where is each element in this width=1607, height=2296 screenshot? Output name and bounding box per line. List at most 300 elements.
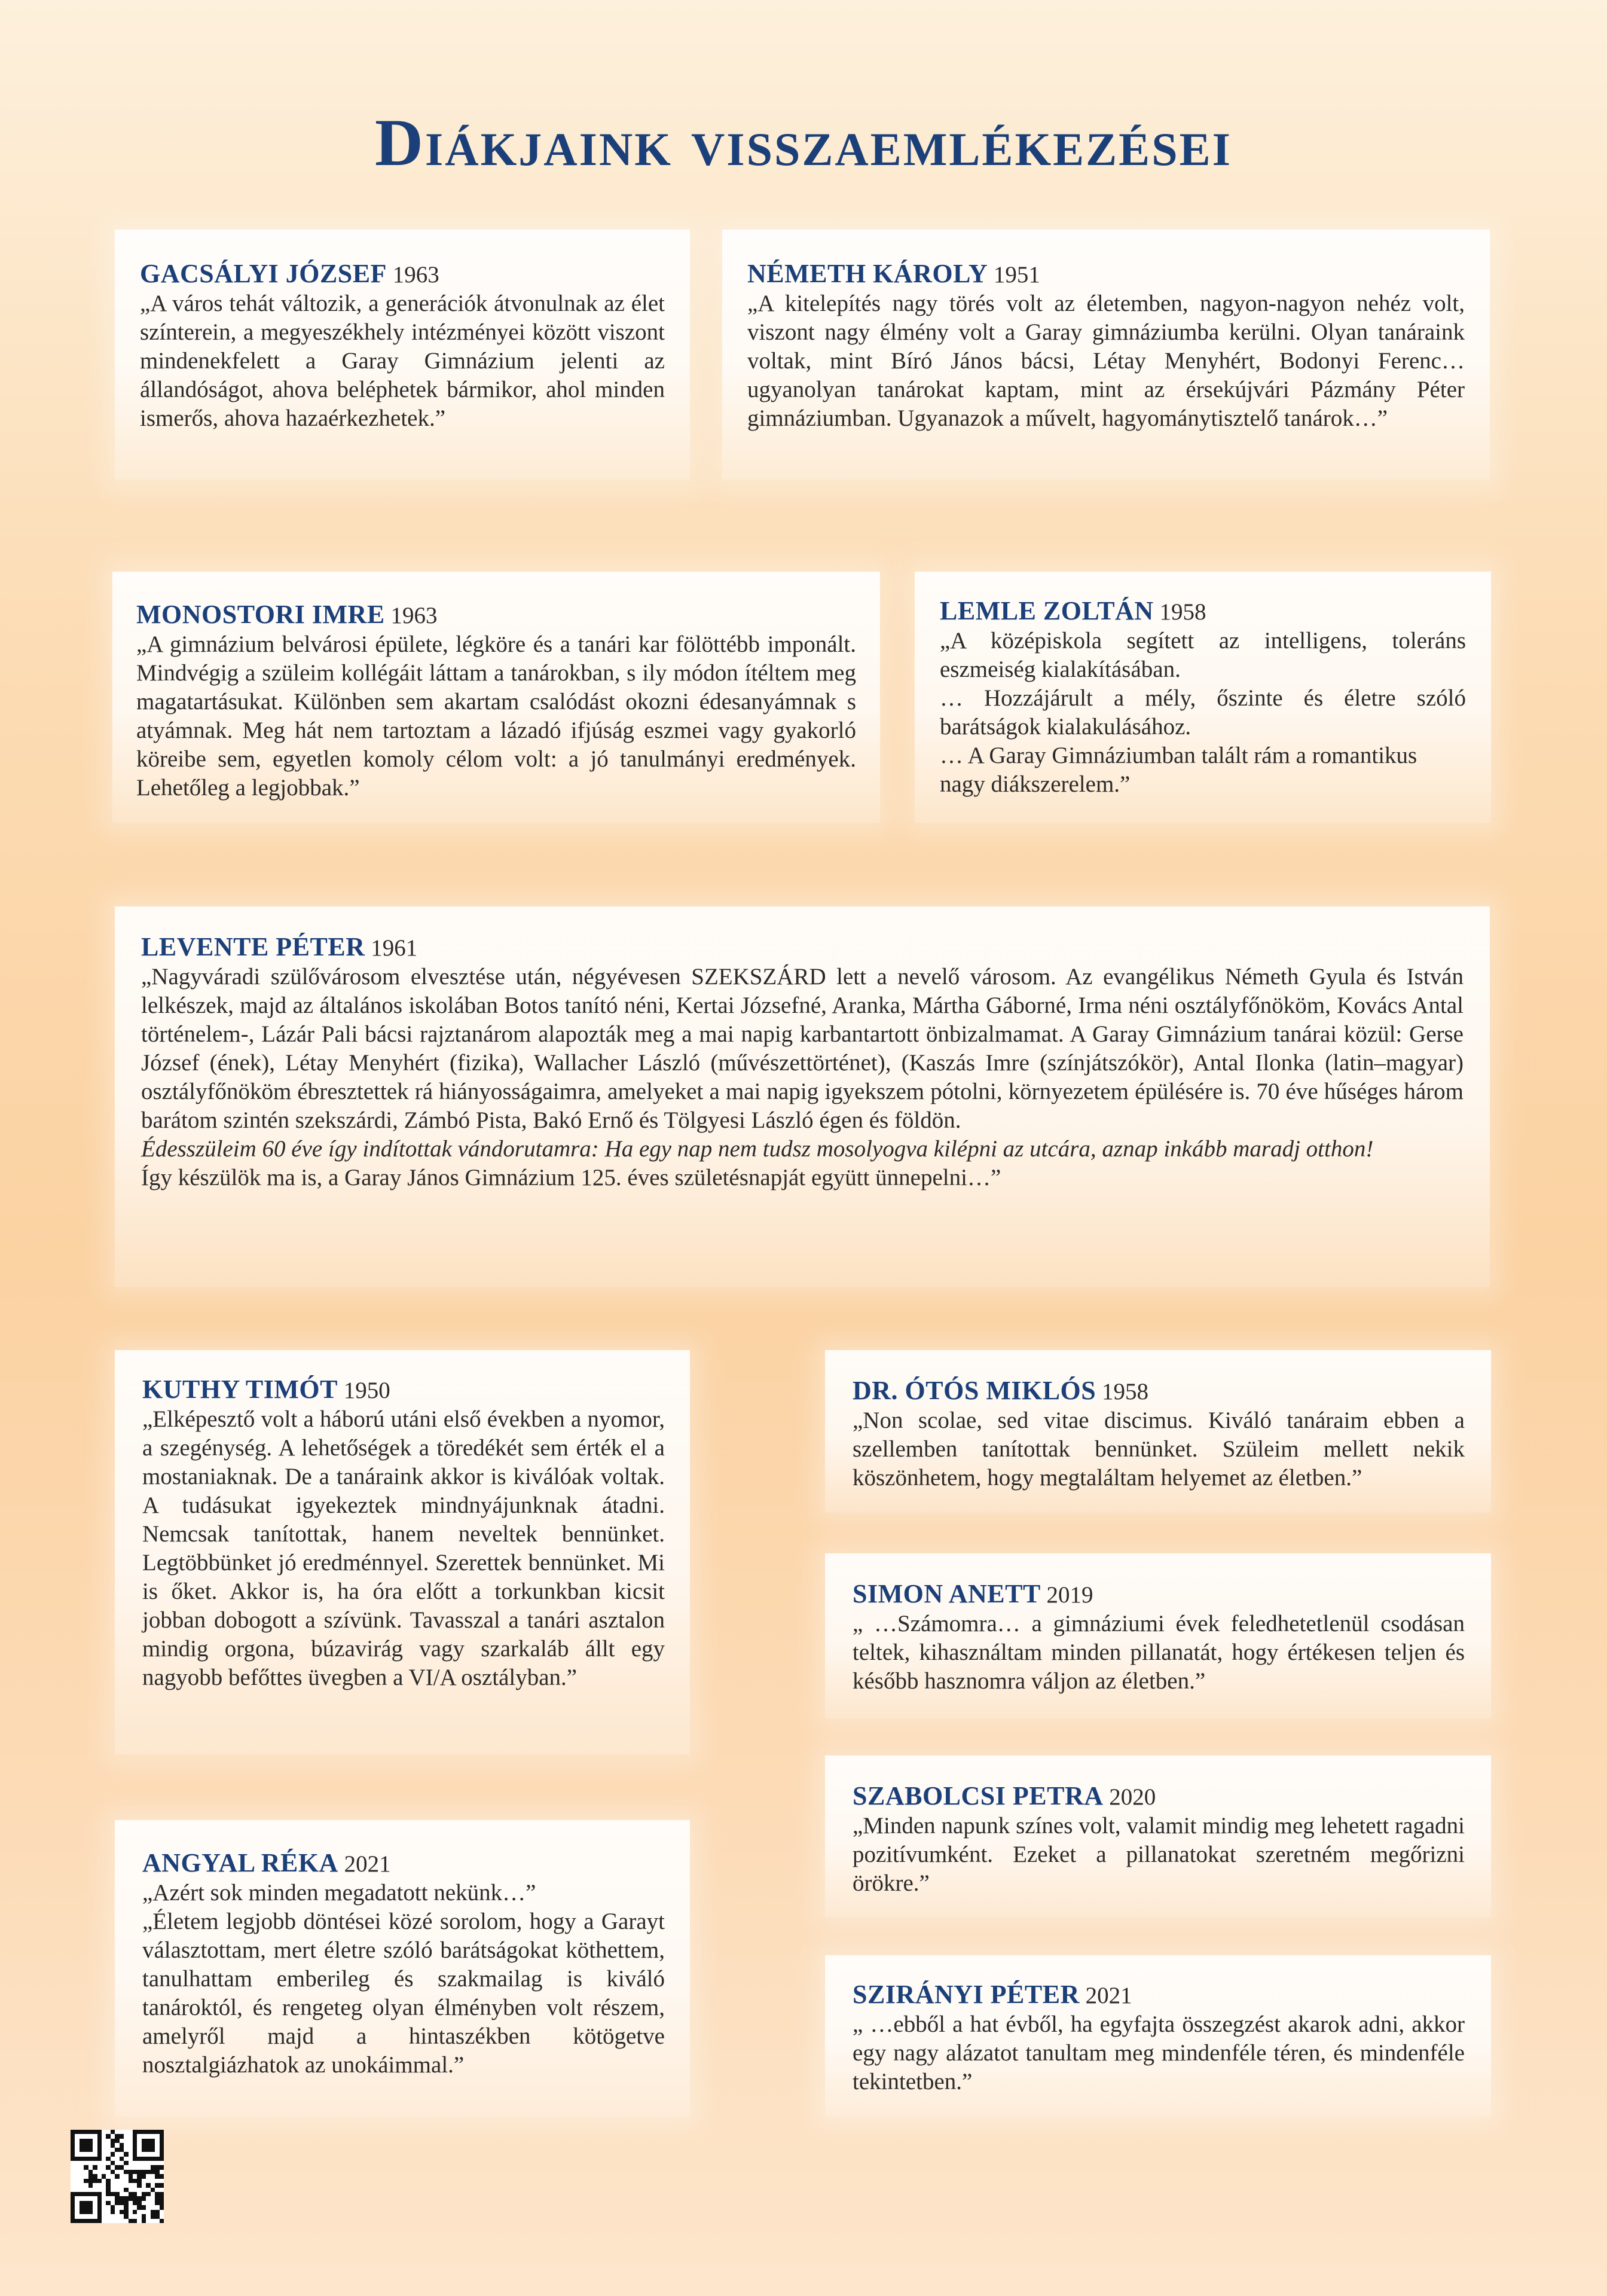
qr-module: [129, 2179, 133, 2183]
qr-module: [115, 2205, 119, 2209]
qr-module: [111, 2219, 115, 2223]
qr-module: [71, 2148, 75, 2152]
qr-module: [160, 2205, 164, 2209]
qr-module: [120, 2134, 124, 2138]
qr-module: [146, 2143, 150, 2147]
graduation-year: 1963: [387, 262, 439, 288]
qr-module: [93, 2134, 97, 2138]
student-name: SIMON ANETT: [853, 1579, 1041, 1608]
qr-module: [106, 2134, 110, 2138]
student-name: NÉMETH KÁROLY: [747, 259, 988, 288]
qr-module: [84, 2165, 88, 2169]
qr-module: [151, 2161, 155, 2165]
qr-module: [151, 2219, 155, 2223]
memory-card-gacsalyi: [115, 230, 690, 480]
qr-module: [124, 2183, 128, 2187]
memory-card-simon: [825, 1553, 1491, 1718]
qr-module: [146, 2130, 150, 2134]
qr-module: [155, 2188, 159, 2192]
qr-module: [133, 2170, 137, 2174]
qr-module: [97, 2192, 102, 2196]
qr-module: [84, 2179, 88, 2183]
qr-module: [133, 2152, 137, 2156]
qr-module: [102, 2148, 106, 2152]
qr-module: [84, 2148, 88, 2152]
qr-module: [133, 2130, 137, 2134]
qr-module: [106, 2214, 110, 2218]
qr-module: [84, 2196, 88, 2200]
qr-module: [137, 2148, 141, 2152]
qr-module: [106, 2196, 110, 2200]
quote-text: „A kitelepítés nagy törés volt az életemben, nagyon-nagyon nehéz volt, viszont nagy élmény volt a Garay gimnáziumba kerülni. Olyan tanáraink voltak, mint Bíró János bácsi, Létay Menyhért, Bodonyi Ferenc… ugyanolyan tanárokat kaptam, mint az érsekújvári Pázmány Péter gimnáziumban. Ugyanazok a művelt, hagyománytisztelő tanárok…”: [747, 291, 1465, 431]
qr-module: [93, 2157, 97, 2161]
qr-module: [151, 2183, 155, 2187]
qr-module: [142, 2130, 146, 2134]
qr-module: [151, 2205, 155, 2209]
qr-module: [142, 2170, 146, 2174]
qr-module: [124, 2134, 128, 2138]
quote-text: „Nagyváradi szülővárosom elvesztése után, négyévesen SZEKSZÁRD lett a nevelő városom. Az evangélikus Németh Gyula és István lelkészek, majd az általános iskolában Botos tanító néni, Kertai Józsefné, Aranka, Mártha Gáborné, Irma néni osztályfőnököm, Kovács Antal történelem-, Lázár Pali bácsi rajztanárom alapozták meg a mai napig karbantartott önbizalmamat. A Garay Gimnázium tanárai közül: Gerse József (ének), Létay Menyhért (fizika), Wallacher László (művészettörténet), (Kaszás Imre (színjátszókör), Antal Ilonka (latin–magyar) osztályfőnököm ébresztettek rá hiányosságaimra, amelyeket a mai napig igyekszem pótolni, környezetem épülésére is. 70 éve hűséges három barátom szintén szekszárdi, Zámbó Pista, Bakó Ernő és Tölgyesi László égen és földön.: [141, 964, 1464, 1133]
qr-module: [80, 2139, 84, 2143]
qr-module: [129, 2201, 133, 2205]
qr-module: [124, 2205, 128, 2209]
qr-module: [71, 2188, 75, 2192]
graduation-year: 1961: [365, 935, 418, 961]
qr-module: [120, 2152, 124, 2156]
qr-module: [93, 2183, 97, 2187]
qr-module: [129, 2161, 133, 2165]
qr-module: [102, 2130, 106, 2134]
qr-module: [124, 2192, 128, 2196]
qr-module: [75, 2174, 79, 2178]
qr-module: [71, 2134, 75, 2138]
qr-module: [102, 2192, 106, 2196]
qr-module: [80, 2161, 84, 2165]
qr-module: [151, 2201, 155, 2205]
qr-module: [124, 2219, 128, 2223]
qr-module: [142, 2201, 146, 2205]
qr-module: [84, 2210, 88, 2214]
qr-module: [115, 2152, 119, 2156]
qr-module: [160, 2183, 164, 2187]
qr-module: [160, 2188, 164, 2192]
qr-module: [142, 2196, 146, 2200]
student-name: LEVENTE PÉTER: [141, 932, 365, 961]
qr-module: [75, 2196, 79, 2200]
quote-text: „ …ebből a hat évből, ha egyfajta összegzést akarok adni, akkor egy nagy alázatot tanultam meg mindenféle téren, és mindenféle tekintetben.”: [853, 2011, 1465, 2095]
qr-module: [120, 2139, 124, 2143]
qr-module: [151, 2152, 155, 2156]
qr-module: [124, 2148, 128, 2152]
qr-module: [93, 2179, 97, 2183]
qr-module: [80, 2188, 84, 2192]
qr-module: [97, 2205, 102, 2209]
qr-module: [93, 2192, 97, 2196]
qr-module: [133, 2205, 137, 2209]
qr-module: [124, 2174, 128, 2178]
qr-module: [142, 2214, 146, 2218]
qr-module: [84, 2174, 88, 2178]
qr-module: [80, 2165, 84, 2169]
qr-module: [106, 2139, 110, 2143]
qr-module: [93, 2210, 97, 2214]
qr-module: [129, 2134, 133, 2138]
qr-module: [80, 2179, 84, 2183]
qr-module: [129, 2130, 133, 2134]
card-heading: [136, 600, 856, 630]
qr-module: [129, 2170, 133, 2174]
qr-module: [124, 2165, 128, 2169]
qr-module: [102, 2134, 106, 2138]
qr-module: [71, 2157, 75, 2161]
qr-module: [133, 2161, 137, 2165]
qr-module: [151, 2148, 155, 2152]
card-heading: [940, 597, 1466, 627]
qr-module: [80, 2148, 84, 2152]
qr-module: [146, 2161, 150, 2165]
qr-module: [155, 2148, 159, 2152]
qr-code[interactable]: [71, 2130, 164, 2223]
qr-module: [75, 2179, 79, 2183]
card-heading: [140, 259, 665, 289]
qr-module: [133, 2174, 137, 2178]
qr-module: [133, 2219, 137, 2223]
qr-module: [133, 2134, 137, 2138]
quote-text: Édesszüleim 60 éve így indítottak vándorutamra: Ha egy nap nem tudsz mosolyogva kilépni az utcára, aznap inkább maradj otthon!: [141, 1136, 1374, 1162]
qr-module: [102, 2196, 106, 2200]
qr-module: [133, 2139, 137, 2143]
qr-module: [146, 2165, 150, 2169]
qr-module: [155, 2205, 159, 2209]
qr-module: [151, 2179, 155, 2183]
qr-module: [88, 2192, 93, 2196]
qr-module: [155, 2130, 159, 2134]
qr-module: [84, 2161, 88, 2165]
qr-module: [106, 2174, 110, 2178]
qr-module: [129, 2214, 133, 2218]
qr-module: [120, 2201, 124, 2205]
qr-module: [84, 2157, 88, 2161]
memory-card-nemeth: [722, 230, 1490, 480]
qr-module: [106, 2183, 110, 2187]
qr-module: [120, 2130, 124, 2134]
qr-module: [146, 2201, 150, 2205]
memory-card-levente: [115, 906, 1490, 1287]
qr-module: [84, 2143, 88, 2147]
qr-module: [111, 2174, 115, 2178]
student-name: DR. ÓTÓS MIKLÓS: [853, 1376, 1096, 1405]
qr-module: [111, 2134, 115, 2138]
qr-module: [155, 2152, 159, 2156]
qr-module: [75, 2134, 79, 2138]
qr-module: [97, 2148, 102, 2152]
qr-module: [142, 2205, 146, 2209]
qr-module: [75, 2214, 79, 2218]
qr-module: [133, 2201, 137, 2205]
qr-module: [137, 2152, 141, 2156]
qr-module: [120, 2170, 124, 2174]
qr-module: [160, 2210, 164, 2214]
qr-module: [71, 2179, 75, 2183]
qr-module: [160, 2152, 164, 2156]
qr-module: [151, 2143, 155, 2147]
qr-module: [133, 2143, 137, 2147]
qr-module: [115, 2183, 119, 2187]
qr-module: [115, 2210, 119, 2214]
qr-module: [88, 2210, 93, 2214]
qr-module: [102, 2210, 106, 2214]
qr-module: [71, 2161, 75, 2165]
qr-module: [120, 2157, 124, 2161]
qr-module: [71, 2214, 75, 2218]
qr-module: [142, 2134, 146, 2138]
qr-module: [120, 2205, 124, 2209]
qr-module: [160, 2130, 164, 2134]
qr-module: [88, 2157, 93, 2161]
qr-module: [155, 2210, 159, 2214]
qr-module: [84, 2201, 88, 2205]
qr-module: [97, 2210, 102, 2214]
student-name: SZIRÁNYI PÉTER: [853, 1980, 1080, 2009]
qr-module: [160, 2143, 164, 2147]
qr-module: [151, 2210, 155, 2214]
qr-module: [111, 2139, 115, 2143]
qr-module: [80, 2157, 84, 2161]
qr-module: [129, 2165, 133, 2169]
quote-text: … A Garay Gimnáziumban talált rám a romantikus nagy diákszerelem.”: [940, 743, 1417, 797]
qr-module: [102, 2170, 106, 2174]
qr-module: [155, 2183, 159, 2187]
qr-module: [106, 2165, 110, 2169]
qr-module: [80, 2192, 84, 2196]
qr-module: [88, 2165, 93, 2169]
qr-module: [71, 2170, 75, 2174]
qr-module: [84, 2188, 88, 2192]
qr-module: [129, 2152, 133, 2156]
qr-module: [88, 2179, 93, 2183]
qr-module: [137, 2219, 141, 2223]
qr-module: [75, 2148, 79, 2152]
qr-module: [129, 2143, 133, 2147]
qr-module: [106, 2179, 110, 2183]
qr-module: [88, 2152, 93, 2156]
qr-module: [88, 2201, 93, 2205]
qr-module: [142, 2219, 146, 2223]
card-heading: [142, 1849, 665, 1879]
qr-module: [102, 2179, 106, 2183]
qr-module: [115, 2143, 119, 2147]
qr-module: [102, 2152, 106, 2156]
qr-module: [133, 2196, 137, 2200]
qr-module: [133, 2192, 137, 2196]
memory-card-monostori: [112, 572, 880, 823]
qr-module: [142, 2148, 146, 2152]
qr-module: [142, 2139, 146, 2143]
qr-module: [71, 2192, 75, 2196]
qr-module: [124, 2196, 128, 2200]
qr-module: [129, 2188, 133, 2192]
qr-module: [129, 2183, 133, 2187]
qr-module: [160, 2148, 164, 2152]
qr-module: [102, 2219, 106, 2223]
qr-module: [115, 2214, 119, 2218]
qr-module: [151, 2170, 155, 2174]
qr-module: [160, 2192, 164, 2196]
qr-module: [142, 2183, 146, 2187]
qr-module: [111, 2161, 115, 2165]
qr-module: [88, 2174, 93, 2178]
quote-text: „Életem legjobb döntései közé sorolom, hogy a Garayt választottam, mert életre szóló barátságokat köthettem, tanulhattam emberileg és szakmailag is kiváló tanároktól, és rengeteg olyan élményben volt részem, amelyről majd a hintaszékben kötögetve nosztalgiázhatok az unokáimmal.”: [142, 1909, 665, 2078]
qr-module: [124, 2188, 128, 2192]
qr-module: [106, 2143, 110, 2147]
qr-module: [151, 2214, 155, 2218]
qr-module: [75, 2161, 79, 2165]
qr-module: [97, 2174, 102, 2178]
qr-module: [151, 2139, 155, 2143]
card-heading: [142, 1375, 665, 1405]
qr-module: [151, 2130, 155, 2134]
qr-module: [133, 2157, 137, 2161]
qr-module: [71, 2143, 75, 2147]
qr-module: [97, 2161, 102, 2165]
qr-module: [111, 2170, 115, 2174]
qr-module: [160, 2139, 164, 2143]
card-heading: [853, 1376, 1465, 1406]
qr-module: [115, 2157, 119, 2161]
qr-module: [97, 2157, 102, 2161]
qr-module: [84, 2214, 88, 2218]
qr-module: [115, 2161, 119, 2165]
qr-module: [155, 2143, 159, 2147]
qr-module: [102, 2165, 106, 2169]
qr-module: [137, 2214, 141, 2218]
qr-module: [142, 2152, 146, 2156]
graduation-year: 1950: [338, 1378, 390, 1403]
qr-module: [106, 2130, 110, 2134]
qr-module: [137, 2134, 141, 2138]
qr-module: [111, 2179, 115, 2183]
student-name: KUTHY TIMÓT: [142, 1375, 338, 1404]
qr-module: [106, 2210, 110, 2214]
qr-module: [93, 2139, 97, 2143]
qr-module: [80, 2183, 84, 2187]
qr-module: [80, 2219, 84, 2223]
qr-module: [80, 2130, 84, 2134]
qr-module: [111, 2210, 115, 2214]
qr-module: [129, 2192, 133, 2196]
qr-module: [102, 2161, 106, 2165]
qr-module: [106, 2192, 110, 2196]
qr-module: [115, 2179, 119, 2183]
qr-module: [88, 2134, 93, 2138]
qr-module: [133, 2148, 137, 2152]
qr-module: [137, 2170, 141, 2174]
qr-module: [120, 2174, 124, 2178]
qr-module: [137, 2196, 141, 2200]
qr-module: [84, 2130, 88, 2134]
qr-module: [129, 2205, 133, 2209]
qr-module: [106, 2148, 110, 2152]
qr-module: [93, 2196, 97, 2200]
qr-module: [137, 2157, 141, 2161]
qr-module: [97, 2183, 102, 2187]
qr-module: [88, 2170, 93, 2174]
qr-module: [155, 2196, 159, 2200]
qr-module: [124, 2170, 128, 2174]
qr-module: [133, 2183, 137, 2187]
qr-module: [160, 2219, 164, 2223]
qr-module: [71, 2130, 75, 2134]
quote-text: „Elképesztő volt a háború utáni első években a nyomor, a szegénység. A lehetőségek a töredékét sem érték el a mostaniaknak. De a tanáraink akkor is kiválóak voltak. A tudásukat igyekeztek mindnyájunknak átadni. Nemcsak tanítottak, hanem neveltek bennünket. Legtöbbünket jó eredménnyel. Szerettek bennünket. Mi is őket. Akkor is, ha óra előtt a torkunkban kicsit jobban dobogott a szívünk. Tavasszal a tanári asztalon mindig orgona, búzavirág vagy szarkaláb állt egy nagyobb befőttes üvegben a VI/A osztályban.”: [142, 1406, 665, 1690]
qr-module: [71, 2201, 75, 2205]
qr-module: [160, 2179, 164, 2183]
qr-module: [75, 2139, 79, 2143]
qr-module: [111, 2201, 115, 2205]
qr-module: [93, 2205, 97, 2209]
qr-module: [88, 2188, 93, 2192]
graduation-year: 2021: [338, 1851, 391, 1877]
qr-module: [129, 2148, 133, 2152]
qr-module: [75, 2201, 79, 2205]
qr-module: [146, 2214, 150, 2218]
qr-module: [146, 2148, 150, 2152]
qr-module: [88, 2205, 93, 2209]
qr-module: [146, 2139, 150, 2143]
qr-module: [93, 2148, 97, 2152]
quote-text: „A város tehát változik, a generációk átvonulnak az élet színterein, a megyeszékhely intézményei között viszont mindenekfelett a Garay Gimnázium jelenti az állandóságot, ahova beléphetek bármikor, ahol minden ismerős, ahova hazaérkezhetek.”: [140, 291, 665, 431]
qr-module: [115, 2139, 119, 2143]
qr-module: [142, 2179, 146, 2183]
qr-module: [102, 2201, 106, 2205]
qr-module: [155, 2219, 159, 2223]
qr-module: [146, 2188, 150, 2192]
qr-module: [155, 2174, 159, 2178]
qr-module: [120, 2165, 124, 2169]
qr-module: [115, 2192, 119, 2196]
qr-module: [133, 2214, 137, 2218]
qr-module: [80, 2170, 84, 2174]
qr-module: [97, 2188, 102, 2192]
qr-module: [93, 2219, 97, 2223]
qr-module: [102, 2183, 106, 2187]
qr-module: [124, 2152, 128, 2156]
qr-module: [133, 2210, 137, 2214]
qr-module: [75, 2143, 79, 2147]
qr-module: [155, 2134, 159, 2138]
qr-module: [124, 2139, 128, 2143]
qr-module: [75, 2157, 79, 2161]
qr-module: [142, 2161, 146, 2165]
quote-text: „ …Számomra… a gimnáziumi évek feledhetetlenül csodásan teltek, kihasználtam minden pillanatát, hogy értékesen teljen és később hasznomra váljon az életben.”: [853, 1611, 1465, 1694]
qr-module: [151, 2174, 155, 2178]
qr-module: [84, 2134, 88, 2138]
qr-module: [93, 2143, 97, 2147]
qr-module: [137, 2161, 141, 2165]
qr-module: [88, 2143, 93, 2147]
qr-module: [160, 2214, 164, 2218]
qr-module: [88, 2196, 93, 2200]
student-name: GACSÁLYI JÓZSEF: [140, 259, 387, 288]
qr-module: [93, 2188, 97, 2192]
qr-module: [93, 2214, 97, 2218]
qr-module: [115, 2165, 119, 2169]
qr-module: [88, 2161, 93, 2165]
qr-module: [160, 2157, 164, 2161]
qr-module: [102, 2188, 106, 2192]
qr-module: [155, 2170, 159, 2174]
qr-module: [120, 2143, 124, 2147]
qr-module: [75, 2219, 79, 2223]
